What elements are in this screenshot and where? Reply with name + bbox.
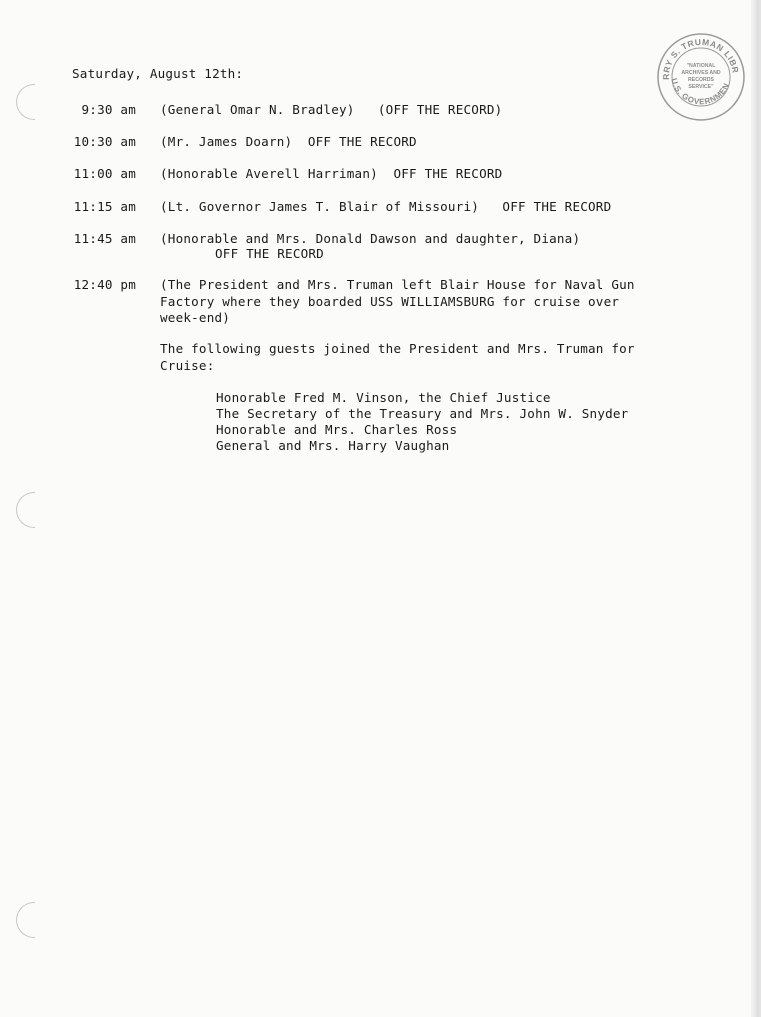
stamp-seal [656, 32, 746, 122]
entry-time: 9:30 am [81, 102, 136, 117]
entry-time: 12:40 pm [73, 277, 136, 292]
entry-description: (The President and Mrs. Truman left Blair House for Naval Gun Factory where they boarded USS WILLIAMSBURG for cruise over week-end) [160, 277, 635, 325]
entry-description: (Mr. James Doarn) OFF THE RECORD [160, 134, 417, 149]
punch-hole [16, 492, 35, 528]
punch-hole [16, 84, 35, 120]
guests-intro: The following guests joined the President and Mrs. Truman for Cruise: [160, 341, 635, 373]
guest-item: The Secretary of the Treasury and Mrs. John W. Snyder [216, 406, 629, 421]
entry-time: 10:30 am [73, 134, 136, 149]
stamp-center-line: "NATIONAL [686, 63, 716, 69]
entry-time: 11:00 am [73, 166, 136, 181]
library-stamp [656, 32, 746, 122]
entry-description: (Lt. Governor James T. Blair of Missouri) OFF THE RECORD [160, 199, 612, 214]
punch-hole [16, 902, 35, 938]
page-edge [751, 0, 759, 1017]
stamp-bottom-text: U.S. GOVERNMEN [669, 77, 732, 107]
stamp-center-line: ARCHIVES AND [681, 70, 721, 76]
guest-item: Honorable and Mrs. Charles Ross [216, 422, 458, 437]
entry-time: 11:45 am [73, 231, 136, 246]
stamp-center-line: RECORDS [688, 77, 714, 83]
stamp-center-line: SERVICE" [688, 84, 714, 90]
entry-continuation: OFF THE RECORD [215, 246, 324, 261]
entry-description: (Honorable and Mrs. Donald Dawson and daughter, Diana) [160, 231, 581, 246]
entry-description: (Honorable Averell Harriman) OFF THE RECORD [160, 166, 503, 181]
guest-item: Honorable Fred M. Vinson, the Chief Justice [216, 390, 551, 405]
stamp-outer-text: RRY S. TRUMAN LIBR [660, 36, 741, 80]
entry-time: 11:15 am [73, 199, 136, 214]
guest-item: General and Mrs. Harry Vaughan [216, 438, 450, 453]
entry-description: (General Omar N. Bradley) (OFF THE RECORD) [160, 102, 503, 117]
date-heading: Saturday, August 12th: [72, 66, 244, 81]
